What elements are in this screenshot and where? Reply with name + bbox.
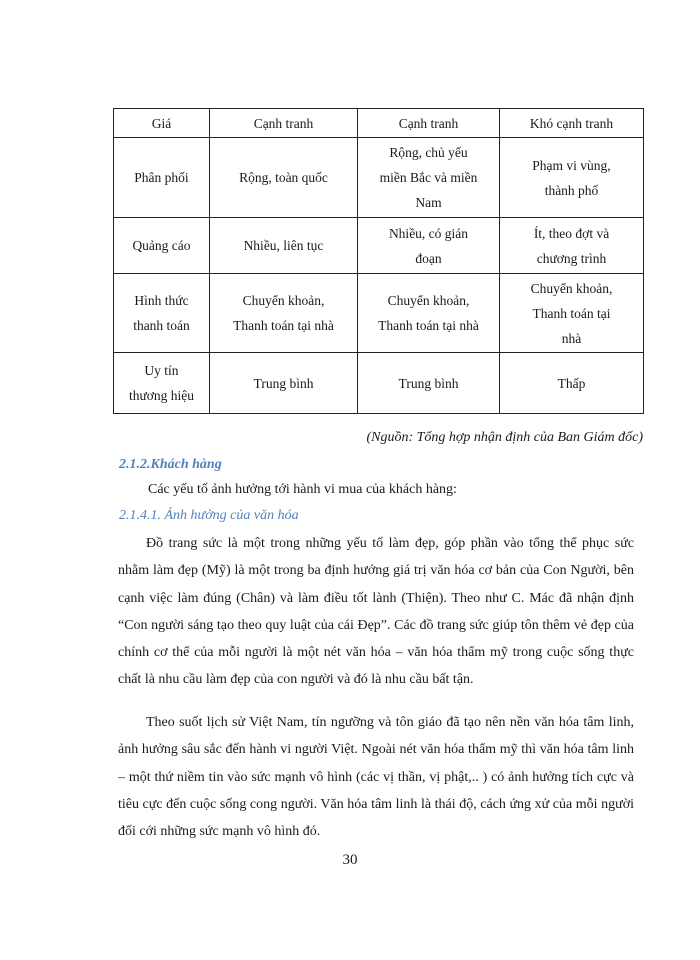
cell-text-line: Chuyển khoản, xyxy=(387,293,470,308)
cell-text-line: Phân phối xyxy=(134,170,189,185)
table-cell xyxy=(358,353,500,414)
cell-text-line: Phạm vi vùng, xyxy=(532,157,611,173)
table-cell xyxy=(500,109,644,138)
row-header-cell xyxy=(114,138,210,218)
cell-text-line: Trung bình xyxy=(253,375,314,391)
cell-text-line: đoạn xyxy=(415,250,442,266)
cell-text-line: nhà xyxy=(561,330,582,346)
cell-text-line: Thanh toán tại xyxy=(532,305,611,321)
cell-text-line: Giá xyxy=(151,115,172,131)
subsection-heading: 2.1.4.1. Ảnh hưởng của văn hóa xyxy=(119,508,299,523)
table-cell xyxy=(500,353,644,414)
row-header-cell xyxy=(114,353,210,414)
cell-text-line: Nam xyxy=(415,195,442,210)
cell-text-line: Quảng cáo xyxy=(132,238,191,253)
intro-text: Các yếu tố ảnh hưởng tới hành vi mua của khách hàng: xyxy=(148,482,457,497)
table-cell xyxy=(358,218,500,274)
table-row xyxy=(114,218,644,274)
table-row xyxy=(114,138,644,218)
cell-text-line: Thanh toán tại nhà xyxy=(233,318,334,333)
cell-text-line: Hình thức xyxy=(134,293,189,308)
table-row xyxy=(114,109,644,138)
table-row xyxy=(114,353,644,414)
cell-text-line: Khó cạnh tranh xyxy=(529,115,614,131)
cell-text-line: Cạnh tranh xyxy=(253,115,314,131)
table-row xyxy=(114,274,644,353)
paragraph-spiritual-culture: Theo suốt lịch sử Việt Nam, tín ngưỡng và tôn giáo đã tạo nên nền văn hóa tâm linh, ảnh hưởng sâu sắc đến hành vi người Việt. Ngoài nét văn hóa thẩm mỹ thì văn hóa tâm linh – một thứ niềm tin vào sức mạnh vô hình (các vị thần, vị phật,.. ) có ảnh hưởng tích cực và tiêu cực đến cuộc sống cong người. Văn hóa tâm linh là thái độ, cách ứng xử của mỗi người đối cới những sức mạnh vô hình đó. xyxy=(118,715,634,840)
comparison-table xyxy=(113,108,644,414)
table-cell xyxy=(358,274,500,353)
cell-text-line: thương hiệu xyxy=(128,388,195,403)
cell-text-line: Thanh toán tại nhà xyxy=(378,318,479,333)
table-cell xyxy=(210,109,358,138)
cell-text-line: Cạnh tranh xyxy=(398,115,459,131)
table-cell xyxy=(210,218,358,274)
page-number: 30 xyxy=(342,852,358,868)
table-cell xyxy=(210,274,358,353)
cell-text-line: Nhiều, liên tục xyxy=(243,238,324,253)
row-header-cell xyxy=(114,218,210,274)
table-cell xyxy=(500,218,644,274)
cell-text-line: Rộng, chủ yếu xyxy=(389,145,468,160)
cell-text-line: Chuyển khoản, xyxy=(530,280,613,296)
table-cell xyxy=(500,274,644,353)
cell-text-line: miền Bắc và miền xyxy=(379,170,478,185)
row-header-cell xyxy=(114,109,210,138)
table-cell xyxy=(500,138,644,218)
row-header-cell xyxy=(114,274,210,353)
table-cell xyxy=(358,109,500,138)
table-cell xyxy=(210,138,358,218)
table-cell xyxy=(358,138,500,218)
cell-text-line: Rộng, toàn quốc xyxy=(239,170,328,185)
cell-text-line: Ít, theo đợt và xyxy=(533,225,610,241)
cell-text-line: Uy tín xyxy=(144,363,179,378)
cell-text-line: thành phố xyxy=(544,182,599,198)
cell-text-line: Trung bình xyxy=(398,375,459,391)
cell-text-line: Thấp xyxy=(557,375,586,391)
comparison-table-body xyxy=(114,109,644,414)
table-cell xyxy=(210,353,358,414)
section-heading: 2.1.2.Khách hàng xyxy=(119,457,222,472)
cell-text-line: thanh toán xyxy=(133,318,190,333)
cell-text-line: Chuyển khoản, xyxy=(242,293,325,308)
table-source-note: (Nguồn: Tổng hợp nhận định của Ban Giám đốc) xyxy=(366,430,643,445)
paragraph-jewelry-culture: Đồ trang sức là một trong những yếu tố làm đẹp, góp phần vào tổng thể phục sức nhằm làm đẹp (Mỹ) là một trong ba định hướng giá trị văn hóa cơ bản của Con Người, bên cạnh việc làm đúng (Chân) và làm điều tốt lành (Thiện). Theo như C. Mác đã nhận định “Con người sáng tạo theo quy luật của cái Đẹp”. Các đồ trang sức giúp tôn thêm vẻ đẹp của chính cơ thể của mỗi người là một nét văn hóa – văn hóa thẩm mỹ trong cuộc sống thực chất là nhu cầu làm đẹp của con người và đó là nhu cầu bất tận. xyxy=(118,536,634,688)
cell-text-line: chương trình xyxy=(536,250,607,266)
cell-text-line: Nhiều, có gián xyxy=(388,225,469,241)
